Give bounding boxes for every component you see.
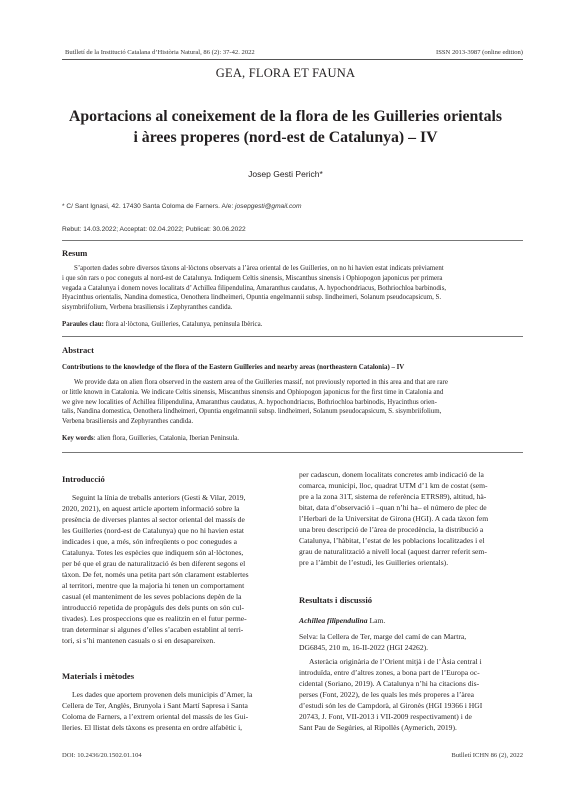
intro-line: indicades i que, a més, són infreqüents o poc conegudes a (62, 537, 238, 546)
methods-heading: Materials i mètodes (62, 671, 135, 681)
intro-heading: Introducció (62, 474, 105, 484)
abstract-line: talis, Nandina domestica, Oenothera lindheimeri, Opuntia engelmannii subsp. lindheimeri, Solanum pseudocapsicum, S. sisymbriifolium, (62, 408, 442, 416)
intro-line: tàxon. De fet, només una petita part són clarament establertes (62, 570, 249, 579)
species-description (299, 656, 523, 733)
methods-line: Coloma de Farners, a l’extrem oriental del massís de les Gui- (62, 712, 249, 721)
locality-line: DG6845, 210 m, 16-II-2022 (HGI 24262). (299, 643, 429, 652)
intro-line: presència de diverses plantes al sector oriental del massís de (62, 515, 245, 524)
species-author: Lam. (367, 616, 386, 625)
abstract-line: we give new localities of Achillea filipendulina, Amaranthus caudatus, A. hypochondriacus, Bothriochloa barbinodis, Hyacinthus orien- (62, 398, 437, 406)
header-divider (62, 59, 523, 60)
text-line: pre a la zona 31T, sistema de referència ETRS89), altitud, hà- (299, 492, 487, 501)
keywords-label: Paraules clau: (62, 321, 104, 328)
intro-line: tivades). Les prospeccions que es realitzin en el futur perme- (62, 614, 247, 623)
methods-body (62, 689, 286, 733)
intro-line: introducció repetida de propàguls des dels punts on són cul- (62, 603, 244, 612)
intro-line: tori, si s’hi mantenen casuals o si en desapareixen. (62, 636, 216, 645)
text-line: una breu descripció de l’àrea de procedència, la distribució a (299, 525, 484, 534)
intro-line: les Guilleries (nord-est de Catalunya) que no hi havien estat (62, 526, 244, 535)
species-locality (299, 631, 523, 653)
english-title: Contributions to the knowledge of the flora of the Eastern Guilleries and nearby areas (northeastern Catalonia) – IV (62, 364, 405, 371)
description-line: cidental (Soriano, 2019). A Catalunya n’hi ha citacions dis- (299, 679, 480, 688)
affiliation-address: * C/ Sant Ignasi, 42. 17430 Santa Coloma de Farners. A/e: (62, 203, 236, 210)
divider (62, 336, 523, 337)
text-line: bitat, data d’observació i –quan n’hi ha– el número de plec de (299, 503, 487, 512)
description-line: d’estudi són les de Campdorà, al Gironès (HGI 19366 i HGI (299, 701, 483, 710)
author-email[interactable]: josepgesti@gmail.com (235, 203, 302, 210)
methods-line: lleries. El llistat dels tàxons es presenta en ordre alfabètic i, (62, 723, 243, 732)
description-line: Asteràcia originària de l’Orient mitjà i de l’Àsia central i (309, 657, 482, 666)
keywords-text: : alien flora, Guilleries, Catalonia, Iberian Peninsula. (93, 435, 240, 442)
resum-line: S’aporten dades sobre diversos tàxons al·lòctons observats a l’àrea oriental de les Guilleries, on no hi havien estat indicats prèviament (74, 265, 444, 272)
description-line: perses (Font, 2022), de les quals les més properes a l’àrea (299, 690, 475, 699)
species-title (299, 615, 523, 626)
divider (62, 240, 523, 241)
abstract-body (62, 378, 523, 427)
abstract-heading: Abstract (62, 345, 94, 355)
intro-body (62, 492, 286, 646)
intro-line: tran determinar si algunes d’elles s’acaben establint al terri- (62, 625, 244, 634)
affiliation (62, 203, 301, 210)
resum-line: sisymbriifolium, Verbena brasiliensis i Zephyranthes candida. (62, 304, 233, 311)
text-line: Catalunya, l’hàbitat, l’estat de les poblacions localitzades i el (299, 536, 485, 545)
keywords-label: Key words (62, 435, 94, 442)
section-title: GEA, FLORA ET FAUNA (215, 66, 356, 80)
resum-line: Hyacinthus orientalis, Nandina domestica, Oenothera lindheimeri, Opuntia engelmannii subsp. lindheimeri, Solanum pseudocapsicum, S. (62, 294, 442, 302)
doi-label: DOI: 10.2436/20.1502.01.104 (62, 752, 142, 759)
resum-heading: Resum (62, 248, 88, 258)
article-title (58, 106, 513, 148)
resum-keywords (62, 320, 523, 330)
resum-line: i que són rars o poc coneguts al nord-est de Catalunya. Indiquem Celtis sinensis, Miscanthus sinensis i Ophiopogon japonicus per primera (62, 274, 443, 282)
divider (62, 452, 523, 453)
methods-continued (299, 469, 523, 568)
description-line: introduïda, entre d’altres zones, a bona part de l’Europa oc- (299, 668, 480, 677)
intro-line: 2020, 2021), en aquest article aportem informació sobre la (62, 504, 240, 513)
author-name: Josep Gesti Perich* (248, 169, 323, 179)
abstract-line: Verbena brasiliensis and Zephyranthes candida. (62, 418, 194, 425)
text-line: per cadascun, donem localitats concretes amb indicació de la (299, 470, 484, 479)
resum-line: vegada a Catalunya i donem noves localitats d’ Achillea filipendulina, Amaranthus caudatus, A. hypochondriacus, Bothriochloa barbinodis, (62, 284, 447, 292)
description-line: 20743, J. Font, VII-2013 i VII-2009 respectivament) i de (299, 712, 472, 721)
methods-line: Cellera de Ter, Anglès, Brunyola i Sant Martí Sapresa i Santa (62, 701, 248, 710)
species-entry (299, 615, 523, 626)
results-heading: Resultats i discussió (299, 595, 373, 605)
abstract-line: or little known in Catalonia. We indicate Celtis sinensis, Miscanthus sinensis and Ophiopogon japonicus for the first time in Catalonia and (62, 388, 444, 396)
resum-body (62, 264, 523, 313)
publication-dates: Rebut: 14.03.2022; Acceptat: 02.04.2022; Publicat: 30.06.2022 (62, 226, 246, 233)
article-title-line: Aportacions al coneixement de la flora de les Guilleries orientals (68, 108, 503, 125)
journal-footer: Butlletí ICHN 86 (2), 2022 (451, 752, 523, 759)
intro-line: al territori, mentre que la majoria hi tenen un comportament (62, 581, 245, 590)
abstract-line: We provide data on alien flora observed in the eastern area of the Guilleries massif, not previously reported in this area and that are rare (74, 379, 448, 386)
intro-line: per bé que el grau de naturalització és ben diferent segons el (62, 559, 246, 568)
species-name: Achillea filipendulina (299, 616, 368, 625)
description-line: Sant Pau de Segúries, al Ripollès (Aymerich, 2019). (299, 723, 457, 732)
article-title-line: i àrees properes (nord-est de Catalunya) – IV (133, 129, 438, 146)
abstract-keywords (62, 434, 523, 444)
text-line: pre a l’àmbit de l’estudi, les Guilleries orientals). (299, 558, 449, 567)
methods-line: Les dades que aportem provenen dels municipis d’Amer, la (72, 690, 253, 699)
issn-label: ISSN 2013-3987 (online edition) (436, 49, 523, 56)
text-line: l’Herbari de la Universitat de Girona (HGI). A cada tàxon fem (299, 514, 489, 523)
keywords-text: flora al·lòctona, Guilleries, Catalunya, península Ibèrica. (103, 321, 263, 328)
intro-line: casual (el manteniment de les seves poblacions depèn de la (62, 592, 242, 601)
journal-header: Butlletí de la Institució Catalana d’Història Natural, 86 (2): 37-42. 2022 (65, 49, 255, 56)
intro-line: Catalunya. Totes les espècies que indiquem són al·lòctones, (62, 548, 244, 557)
text-line: comarca, municipi, lloc, quadrat UTM d’1 km de costat (sem- (299, 481, 488, 490)
intro-line: Seguint la línia de treballs anteriors (Gesti & Vilar, 2019, (72, 493, 246, 502)
locality-line: Selva: la Cellera de Ter, marge del camí de can Martra, (299, 632, 467, 641)
text-line: grau de naturalització a nivell local (aquest darrer referit sem- (299, 547, 487, 556)
